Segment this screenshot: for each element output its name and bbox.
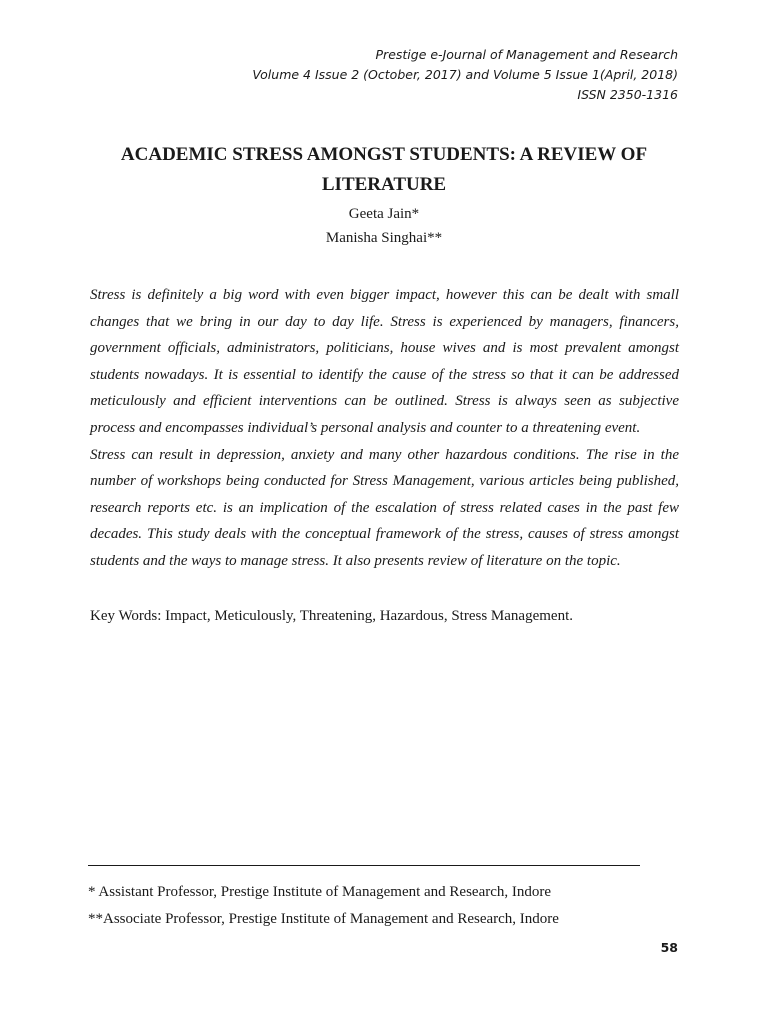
- article-title-line-1: ACADEMIC STRESS AMONGST STUDENTS: A REVIEW OF: [120, 144, 648, 165]
- footnotes: [88, 879, 688, 933]
- page-number: 58: [660, 940, 678, 955]
- journal-name: Prestige e-Journal of Management and Research: [375, 47, 678, 62]
- keywords: Key Words: Impact, Meticulously, Threatening, Hazardous, Stress Management.: [90, 608, 573, 624]
- author-name: Manisha Singhai**: [325, 230, 443, 246]
- abstract-paragraph: Stress can result in depression, anxiety and many other hazardous conditions. The rise in the number of workshops being conducted for Stress Management, various articles being published, research reports etc. is an implication of the escalation of stress related cases in the past few decades. This study deals with the conceptual framework of the stress, causes of stress amongst students and the ways to manage stress. It also presents review of literature on the topic.: [90, 446, 679, 569]
- journal-volume: Volume 4 Issue 2 (October, 2017) and Volume 5 Issue 1(April, 2018): [252, 67, 678, 82]
- footnote: * Assistant Professor, Prestige Institute of Management and Research, Indore: [88, 884, 552, 900]
- footnote-divider: [88, 865, 640, 866]
- journal-header: [252, 45, 678, 105]
- article-title: [88, 140, 680, 200]
- author-name: Geeta Jain*: [348, 206, 420, 222]
- abstract: [90, 282, 679, 575]
- author-list: [88, 202, 680, 250]
- abstract-paragraph: Stress is definitely a big word with even bigger impact, however this can be dealt with small changes that we bring in our day to day life. Stress is experienced by managers, financers, government officials, administrators, politicians, house wives and is most prevalent amongst students nowadays. It is essential to identify the cause of the stress so that it can be addressed meticulously and efficient interventions can be outlined. Stress is always seen as subjective process and encompasses individual’s personal analysis and counter to a threatening event.: [90, 287, 679, 436]
- article-title-line-2: LITERATURE: [321, 174, 447, 195]
- footnote: **Associate Professor, Prestige Institute of Management and Research, Indore: [88, 911, 559, 927]
- journal-issn: ISSN 2350-1316: [577, 87, 678, 102]
